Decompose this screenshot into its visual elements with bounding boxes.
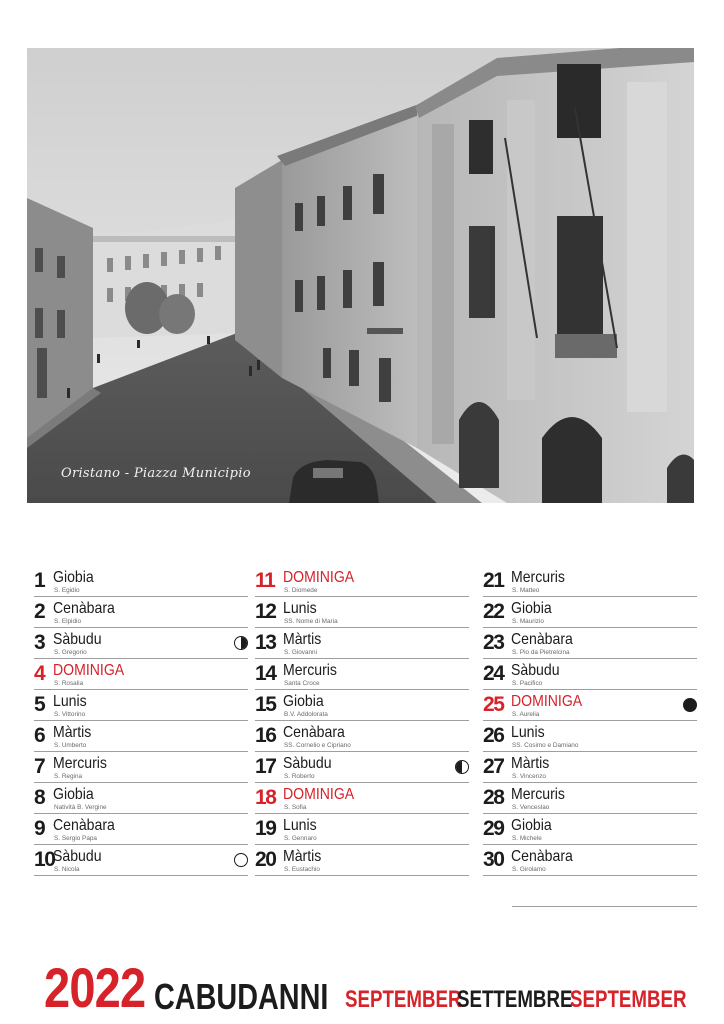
- day-row: [34, 783, 248, 814]
- saint-name: S. Umberto: [54, 742, 87, 749]
- day-number: 23: [483, 631, 504, 654]
- saint-name: S. Gennaro: [284, 835, 317, 842]
- moon-shade: [456, 761, 462, 773]
- day-number: 22: [483, 600, 504, 623]
- day-number: 13: [255, 631, 276, 654]
- weekday-name: DOMINIGA: [511, 693, 583, 710]
- saint-name: SS. Cosimo e Damiano: [512, 742, 579, 749]
- day-number: 7: [34, 755, 45, 778]
- first-quarter-moon-icon: [234, 636, 248, 650]
- day-number: 5: [34, 693, 45, 716]
- weekday-name: Sàbudu: [511, 662, 560, 679]
- day-row: [483, 721, 697, 752]
- day-row: [34, 845, 248, 876]
- saint-name: S. Pacifico: [512, 680, 543, 687]
- month-label-italian: SETTEMBRE: [457, 986, 573, 1013]
- saint-name: S. Vincenzo: [512, 773, 546, 780]
- day-row: [34, 597, 248, 628]
- day-number: 3: [34, 631, 45, 654]
- saint-name: S. Maurizio: [512, 618, 544, 625]
- saint-name: S. Eustachio: [284, 866, 320, 873]
- day-number: 9: [34, 817, 45, 840]
- weekday-name: Mercuris: [283, 662, 337, 679]
- saint-name: SS. Nome di Maria: [284, 618, 338, 625]
- historic-photo: [27, 48, 694, 503]
- weekday-name: Cenàbara: [53, 600, 115, 617]
- weekday-name: Giobia: [283, 693, 324, 710]
- day-number: 10: [34, 848, 55, 871]
- day-row: [483, 814, 697, 845]
- weekday-name: Giobia: [511, 600, 552, 617]
- weekday-name: DOMINIGA: [53, 662, 125, 679]
- saint-name: S. Egidio: [54, 587, 80, 594]
- day-row: [34, 752, 248, 783]
- saint-name: S. Aurelia: [512, 711, 540, 718]
- saint-name: Santa Croce: [284, 680, 320, 687]
- saint-name: S. Elpidio: [54, 618, 81, 625]
- day-number: 17: [255, 755, 276, 778]
- moon-shade: [241, 637, 247, 649]
- day-number: 6: [34, 724, 45, 747]
- saint-name: S. Michele: [512, 835, 542, 842]
- day-row: [34, 628, 248, 659]
- calendar-column-3: [483, 566, 697, 907]
- day-number: 14: [255, 662, 276, 685]
- day-number: 18: [255, 786, 276, 809]
- day-number: 21: [483, 569, 504, 592]
- weekday-name: Cenàbara: [511, 848, 573, 865]
- weekday-name: Mercuris: [511, 786, 565, 803]
- day-row: [34, 721, 248, 752]
- saint-name: Natività B. Vergine: [54, 804, 107, 811]
- saint-name: S. Venceslao: [512, 804, 550, 811]
- saint-name: SS. Cornelio e Cipriano: [284, 742, 351, 749]
- weekday-name: Lunis: [283, 817, 317, 834]
- saint-name: S. Regina: [54, 773, 83, 780]
- saint-name: B.V. Addolorata: [284, 711, 328, 718]
- day-number: 29: [483, 817, 504, 840]
- month-label-sardinian: CABUDANNI: [154, 976, 329, 1017]
- new-moon-icon: [683, 698, 697, 712]
- day-number: 4: [34, 662, 45, 685]
- weekday-name: Cenàbara: [511, 631, 573, 648]
- day-number: 8: [34, 786, 45, 809]
- last-quarter-moon-icon: [455, 760, 469, 774]
- day-number: 20: [255, 848, 276, 871]
- weekday-name: DOMINIGA: [283, 786, 355, 803]
- day-number: 15: [255, 693, 276, 716]
- weekday-name: Cenàbara: [283, 724, 345, 741]
- day-row: [255, 597, 469, 628]
- day-row: [483, 690, 697, 721]
- saint-name: S. Matteo: [512, 587, 540, 594]
- calendar-column-2: [255, 566, 469, 876]
- day-number: 25: [483, 693, 504, 716]
- saint-name: S. Sergio Papa: [54, 835, 97, 842]
- day-row: [255, 659, 469, 690]
- weekday-name: Cenàbara: [53, 817, 115, 834]
- day-number: 27: [483, 755, 504, 778]
- day-number: 1: [34, 569, 45, 592]
- saint-name: S. Rosalia: [54, 680, 84, 687]
- weekday-name: DOMINIGA: [283, 569, 355, 586]
- day-row: [483, 659, 697, 690]
- saint-name: S. Nicola: [54, 866, 80, 873]
- weekday-name: Màrtis: [511, 755, 550, 772]
- day-row: [483, 845, 697, 876]
- weekday-name: Màrtis: [53, 724, 92, 741]
- weekday-name: Màrtis: [283, 631, 322, 648]
- day-row: [255, 690, 469, 721]
- day-row: [255, 628, 469, 659]
- day-row: [255, 814, 469, 845]
- full-moon-icon: [234, 853, 248, 867]
- day-number: 19: [255, 817, 276, 840]
- month-label-english: SEPTEMBER: [345, 986, 462, 1013]
- day-row: [483, 628, 697, 659]
- weekday-name: Mercuris: [53, 755, 107, 772]
- day-row: [34, 659, 248, 690]
- saint-name: S. Roberto: [284, 773, 315, 780]
- day-row: [255, 752, 469, 783]
- saint-name: S. Vittorino: [54, 711, 86, 718]
- weekday-name: Sàbudu: [283, 755, 332, 772]
- day-row: [483, 597, 697, 628]
- day-row: [483, 783, 697, 814]
- weekday-name: Sàbudu: [53, 848, 102, 865]
- weekday-name: Màrtis: [283, 848, 322, 865]
- day-row: [34, 690, 248, 721]
- saint-name: S. Diomede: [284, 587, 318, 594]
- day-row: [34, 566, 248, 597]
- saint-name: S. Giovanni: [284, 649, 318, 656]
- day-number: 2: [34, 600, 45, 623]
- day-row: [483, 566, 697, 597]
- day-number: 30: [483, 848, 504, 871]
- month-label-other: SEPTEMBER: [570, 986, 687, 1013]
- weekday-name: Lunis: [283, 600, 317, 617]
- weekday-name: Giobia: [511, 817, 552, 834]
- photo-caption: Oristano - Piazza Municipio: [61, 466, 251, 481]
- day-number: 16: [255, 724, 276, 747]
- empty-day-row: [512, 876, 697, 907]
- day-row: [34, 814, 248, 845]
- year-label: 2022: [44, 956, 146, 1019]
- weekday-name: Mercuris: [511, 569, 565, 586]
- saint-name: S. Girolamo: [512, 866, 546, 873]
- day-number: 26: [483, 724, 504, 747]
- day-number: 24: [483, 662, 504, 685]
- weekday-name: Lunis: [53, 693, 87, 710]
- calendar-column-1: [34, 566, 248, 876]
- day-row: [255, 566, 469, 597]
- calendar-footer: [44, 956, 704, 1019]
- day-number: 11: [255, 569, 275, 592]
- day-row: [255, 721, 469, 752]
- weekday-name: Lunis: [511, 724, 545, 741]
- day-number: 12: [255, 600, 276, 623]
- weekday-name: Giobia: [53, 569, 94, 586]
- saint-name: S. Gregorio: [54, 649, 87, 656]
- day-number: 28: [483, 786, 504, 809]
- day-row: [483, 752, 697, 783]
- saint-name: S. Sofia: [284, 804, 307, 811]
- day-row: [255, 783, 469, 814]
- weekday-name: Giobia: [53, 786, 94, 803]
- saint-name: S. Pio da Pietrelcina: [512, 649, 570, 656]
- photo-illustration: [27, 48, 694, 503]
- day-row: [255, 845, 469, 876]
- weekday-name: Sàbudu: [53, 631, 102, 648]
